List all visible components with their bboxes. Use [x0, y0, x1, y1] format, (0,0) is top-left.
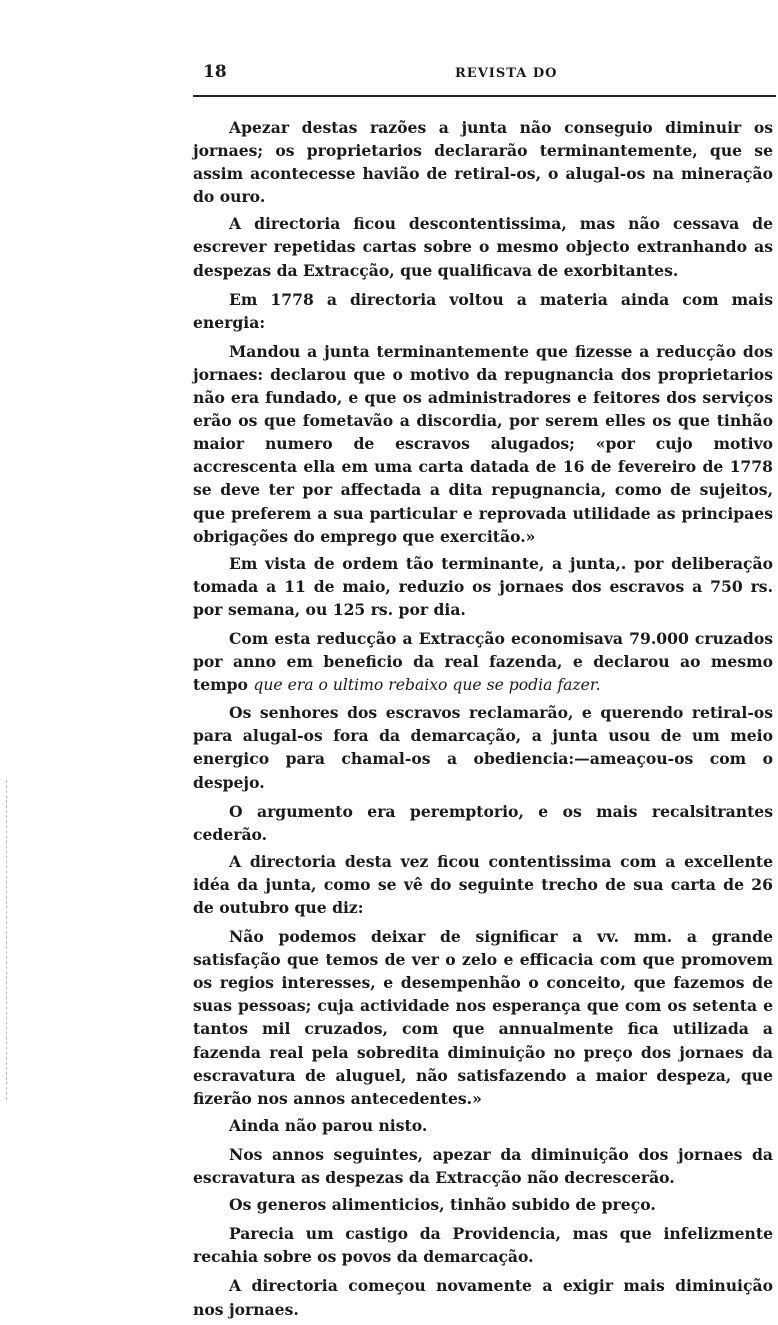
- paragraph: Apezar destas razões a junta não conseguio diminuir os jornaes; os proprietarios declararão terminantemente, que se assim acontecesse havião de retiral-os, o alugal-os na mineração do ouro.: [193, 118, 773, 207]
- paragraph: A directoria desta vez ficou contentissima com a excellente idéa da junta, como se vê do seguinte trecho de sua carta de 26 de outubro que diz:: [193, 851, 773, 917]
- paragraph: Em 1778 a directoria voltou a materia ainda com mais energia:: [193, 289, 773, 332]
- running-head: REVISTA DO: [455, 66, 558, 81]
- paragraph-italic-quote: que era o ultimo rebaixo que se podia fazer.: [253, 676, 601, 695]
- paragraph-quote: Não podemos deixar de significar a vv. mm. a grande satisfação que temos de ver o zelo e efficacia com que promovem os regios interesses, e desempenhão o conceito, que fazemos de suas pessoas; cuja actividade nos esperança que com os setenta e tantos mil cruzados, com que annualmente fica utilizada a fazenda real pela sobredita diminuição no preço dos jornaes da escravatura de aluguel, não satisfazendo a maior despeza, que fizerão nos annos antecedentes.»: [193, 927, 773, 1108]
- paragraph: Os senhores dos escravos reclamarão, e querendo retiral-os para alugal-os fora da demarcação, a junta usou de um meio energico para chamal-os a obediencia:—ameaçou-os com o despejo.: [193, 703, 773, 792]
- paragraph: Parecia um castigo da Providencia, mas que infelizmente recahia sobre os povos da demarcação.: [193, 1224, 773, 1267]
- paragraph-text: Com esta reducção a Extracção economisava 79.000 cruzados por anno em beneficio da real fazenda, e declarou ao mesmo tempo: [193, 628, 773, 695]
- paragraph: Ainda não parou nisto.: [229, 1115, 428, 1135]
- paragraph: Em vista de ordem tão terminante, a junta,. por deliberação tomada a 11 de maio, reduzio os jornaes dos escravos a 750 rs. por semana, ou 125 rs. por dia.: [193, 553, 773, 619]
- paragraph: Mandou a junta terminantemente que fizesse a reducção dos jornaes: declarou que o motivo da repugnancia dos proprietarios não era fundado, e que os administradores e feitores dos serviços erão os que fometavão a discordia, por serem elles os que tinhão maior numero de escravos alugados; «por cujo motivo accrescenta ella em uma carta datada de 16 de fevereiro de 1778 se deve ter por affectada a dita repugnancia, como de sujeitos, que preferem a sua particular e reprovada utilidade as principaes obrigações do emprego que exercitão.»: [193, 341, 773, 546]
- paragraph-economy: [193, 627, 773, 697]
- page-number: 18: [203, 62, 227, 82]
- body-text: [193, 116, 773, 1325]
- paragraph: O argumento era peremptorio, e os mais recalsitrantes cederão.: [193, 801, 773, 844]
- scan-edge-marks: [6, 780, 9, 1100]
- paragraph: Nos annos seguintes, apezar da diminuição dos jornaes da escravatura as despezas da Extracção não decrescerão.: [193, 1144, 773, 1188]
- paragraph: A directoria ficou descontentissima, mas não cessava de escrever repetidas cartas sobre o mesmo objecto extranhando as despezas da Extracção, que qualificava de exorbitantes.: [193, 214, 773, 280]
- paragraph: A directoria começou novamente a exigir mais diminuição nos jornaes.: [193, 1276, 773, 1319]
- header-rule: [193, 95, 776, 97]
- page-header: [193, 62, 775, 90]
- paragraph: Os generos alimenticios, tinhão subido de preço.: [229, 1195, 656, 1215]
